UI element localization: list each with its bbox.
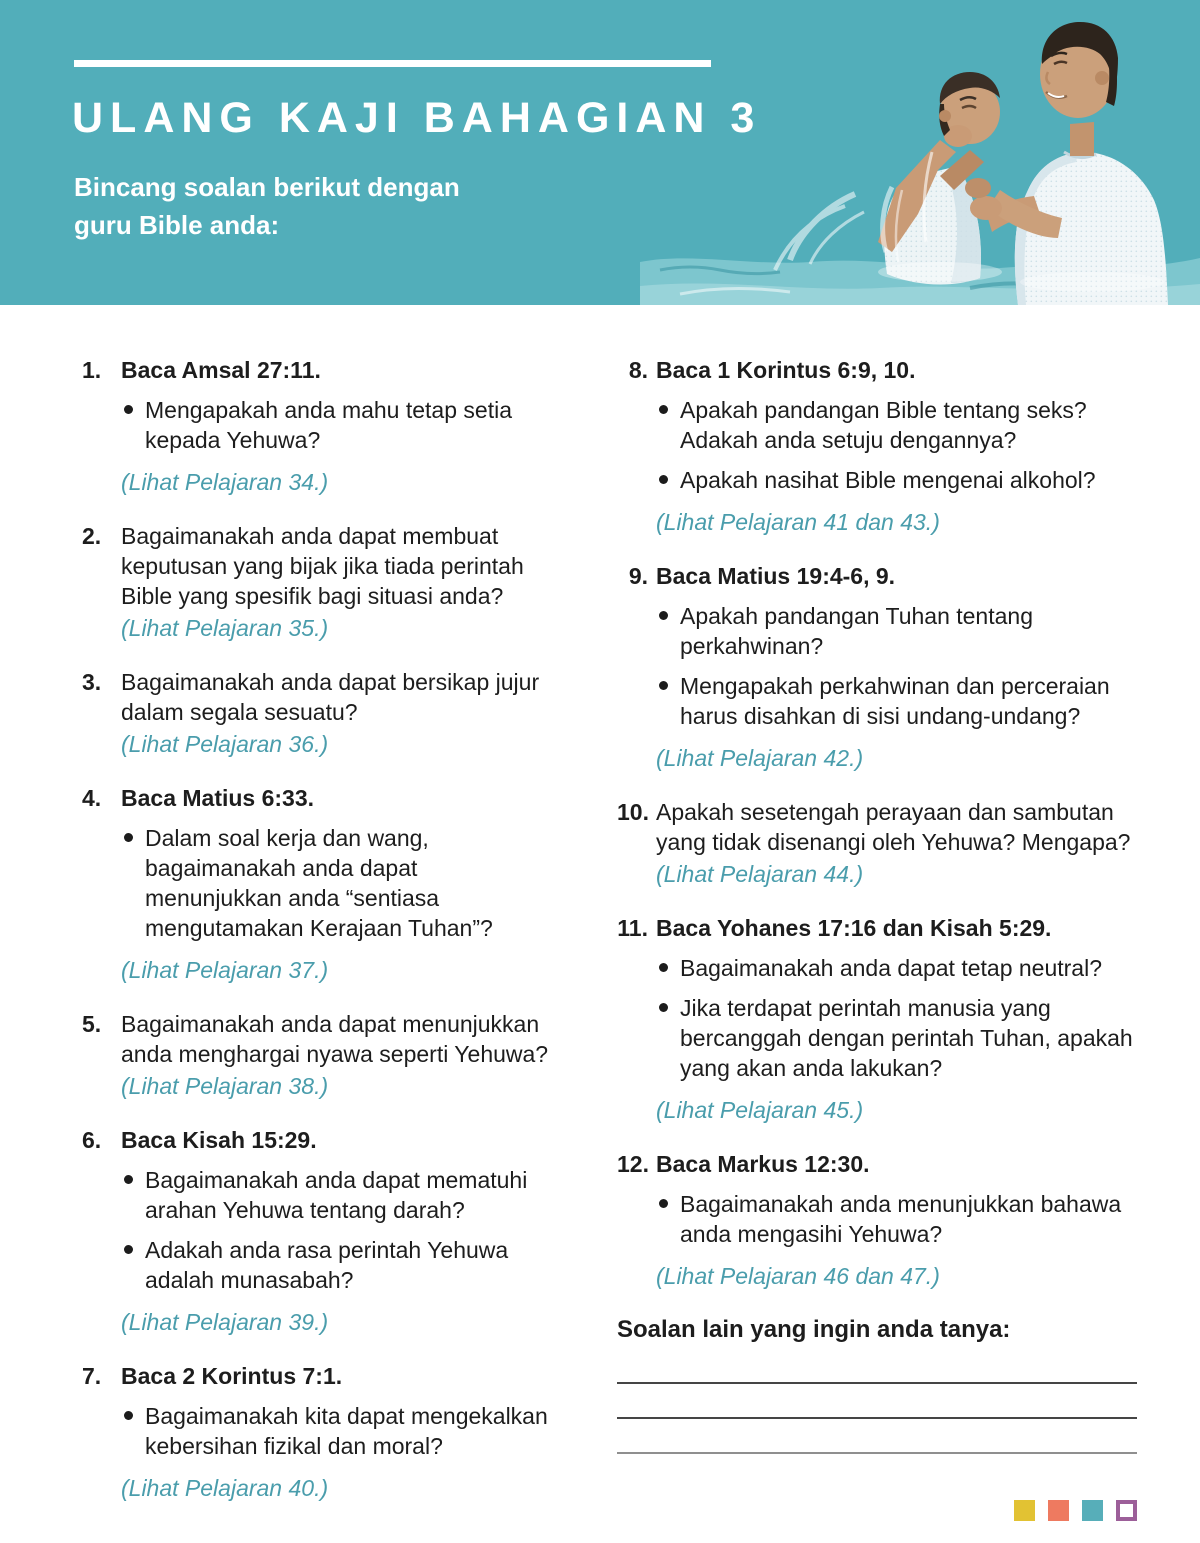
question-body bbox=[656, 913, 1137, 1125]
question-bullet-text: Apakah nasihat Bible mengenai alkohol? bbox=[680, 467, 1096, 493]
question-bullet-text: Dalam soal kerja dan wang, bagaimanakah anda dapat menunjukkan anda “sentiasa mengutamakan Kerajaan Tuhan”? bbox=[145, 825, 493, 941]
bullet-icon bbox=[124, 1411, 133, 1420]
question-item bbox=[617, 355, 1137, 537]
banner-rule bbox=[74, 60, 711, 67]
question-bullet-text: Apakah pandangan Bible tentang seks? Adakah anda setuju dengannya? bbox=[680, 397, 1087, 453]
section-marker-yellow bbox=[1014, 1500, 1035, 1521]
section-marker-teal bbox=[1082, 1500, 1103, 1521]
answer-line bbox=[617, 1419, 1137, 1454]
questions-column-right-items bbox=[617, 355, 1137, 1291]
baptizee-figure bbox=[878, 72, 1000, 285]
question-item bbox=[82, 667, 560, 759]
question-number: 8. bbox=[628, 357, 648, 383]
question-number: 7. bbox=[82, 1363, 102, 1389]
lesson-reference-link[interactable]: (Lihat Pelajaran 39.) bbox=[121, 1309, 329, 1335]
question-number: 2. bbox=[82, 523, 102, 549]
question-body bbox=[656, 355, 1137, 537]
question-item bbox=[82, 783, 560, 985]
question-heading: Baca 2 Korintus 7:1. bbox=[121, 1363, 343, 1389]
lesson-reference-link[interactable]: (Lihat Pelajaran 44.) bbox=[656, 861, 864, 887]
question-text: Bagaimanakah anda dapat menunjukkan anda menghargai nyawa seperti Yehuwa? bbox=[121, 1011, 549, 1067]
question-number: 1. bbox=[82, 357, 102, 383]
page-title: ULANG KAJI BAHAGIAN 3 bbox=[72, 94, 762, 142]
question-body bbox=[121, 355, 560, 497]
bullet-icon bbox=[124, 405, 133, 414]
lesson-reference-link[interactable]: (Lihat Pelajaran 46 dan 47.) bbox=[656, 1263, 940, 1289]
question-body bbox=[121, 1009, 560, 1101]
question-bullet bbox=[656, 395, 1137, 455]
question-body bbox=[121, 1125, 560, 1337]
question-bullet-text: Adakah anda rasa perintah Yehuwa adalah munasabah? bbox=[145, 1237, 509, 1293]
bullet-icon bbox=[659, 475, 668, 484]
bullet-icon bbox=[124, 1245, 133, 1254]
question-item bbox=[82, 355, 560, 497]
section-marker-coral bbox=[1048, 1500, 1069, 1521]
question-bullet-text: Bagaimanakah anda menunjukkan bahawa anda mengasihi Yehuwa? bbox=[680, 1191, 1122, 1247]
question-number: 4. bbox=[82, 785, 102, 811]
question-bullet-text: Mengapakah perkahwinan dan perceraian harus disahkan di sisi undang-undang? bbox=[680, 673, 1110, 729]
bullet-icon bbox=[659, 405, 668, 414]
banner bbox=[0, 0, 1200, 305]
question-bullet bbox=[656, 601, 1137, 661]
question-bullet-text: Bagaimanakah kita dapat mengekalkan kebersihan fizikal dan moral? bbox=[145, 1403, 548, 1459]
question-body bbox=[121, 521, 560, 643]
extra-questions-block bbox=[617, 1315, 1137, 1454]
bullet-icon bbox=[659, 963, 668, 972]
question-number: 5. bbox=[82, 1011, 102, 1037]
extra-questions-label: Soalan lain yang ingin anda tanya: bbox=[617, 1316, 1011, 1343]
question-heading: Baca Kisah 15:29. bbox=[121, 1127, 317, 1153]
question-bullet bbox=[656, 953, 1137, 983]
question-bullet-text: Jika terdapat perintah manusia yang bercanggah dengan perintah Tuhan, apakah yang akan anda lakukan? bbox=[680, 995, 1133, 1081]
lesson-reference-link[interactable]: (Lihat Pelajaran 34.) bbox=[121, 469, 329, 495]
question-number: 3. bbox=[82, 669, 102, 695]
question-bullet bbox=[121, 1165, 560, 1225]
question-bullet-text: Mengapakah anda mahu tetap setia kepada Yehuwa? bbox=[145, 397, 512, 453]
questions-column-left bbox=[82, 355, 560, 1527]
question-bullet-text: Bagaimanakah anda dapat mematuhi arahan Yehuwa tentang darah? bbox=[145, 1167, 528, 1223]
question-item bbox=[82, 1125, 560, 1337]
lesson-reference-link[interactable]: (Lihat Pelajaran 41 dan 43.) bbox=[656, 509, 940, 535]
question-body bbox=[656, 561, 1137, 773]
question-heading: Baca Amsal 27:11. bbox=[121, 357, 321, 383]
question-bullet bbox=[121, 1235, 560, 1295]
question-bullet bbox=[656, 993, 1137, 1083]
questions-section bbox=[0, 305, 1200, 1527]
lesson-reference-link[interactable]: (Lihat Pelajaran 37.) bbox=[121, 957, 329, 983]
question-item bbox=[617, 797, 1137, 889]
banner-subtitle bbox=[74, 168, 460, 244]
question-text: Bagaimanakah anda dapat membuat keputusan yang bijak jika tiada perintah Bible yang spesifik bagi situasi anda? bbox=[121, 523, 524, 609]
lesson-reference-link[interactable]: (Lihat Pelajaran 38.) bbox=[121, 1073, 329, 1099]
question-number: 11. bbox=[617, 915, 648, 941]
answer-line bbox=[617, 1384, 1137, 1419]
question-body bbox=[121, 1361, 560, 1503]
baptizer-figure bbox=[965, 22, 1168, 305]
question-text: Bagaimanakah anda dapat bersikap jujur dalam segala sesuatu? bbox=[121, 669, 540, 725]
question-heading: Baca Yohanes 17:16 dan Kisah 5:29. bbox=[656, 915, 1052, 941]
question-body bbox=[121, 667, 560, 759]
bullet-icon bbox=[124, 833, 133, 842]
question-body bbox=[656, 1149, 1137, 1291]
question-bullet bbox=[121, 395, 560, 455]
question-heading: Baca Matius 6:33. bbox=[121, 785, 315, 811]
question-bullet-text: Apakah pandangan Tuhan tentang perkahwinan? bbox=[680, 603, 1033, 659]
question-heading: Baca 1 Korintus 6:9, 10. bbox=[656, 357, 916, 383]
question-number: 6. bbox=[82, 1127, 102, 1153]
baptism-illustration bbox=[640, 0, 1200, 305]
question-heading: Baca Markus 12:30. bbox=[656, 1151, 870, 1177]
lesson-reference-link[interactable]: (Lihat Pelajaran 40.) bbox=[121, 1475, 329, 1501]
question-body bbox=[121, 783, 560, 985]
question-item bbox=[617, 1149, 1137, 1291]
lesson-reference-link[interactable]: (Lihat Pelajaran 42.) bbox=[656, 745, 864, 771]
question-item bbox=[617, 913, 1137, 1125]
question-bullet bbox=[656, 1189, 1137, 1249]
question-bullet bbox=[121, 823, 560, 943]
question-item bbox=[82, 521, 560, 643]
question-item bbox=[617, 561, 1137, 773]
lesson-reference-link[interactable]: (Lihat Pelajaran 35.) bbox=[121, 615, 329, 641]
question-bullet bbox=[656, 671, 1137, 731]
bullet-icon bbox=[659, 1003, 668, 1012]
lesson-reference-link[interactable]: (Lihat Pelajaran 36.) bbox=[121, 731, 329, 757]
question-bullet-text: Bagaimanakah anda dapat tetap neutral? bbox=[680, 955, 1102, 981]
question-item bbox=[82, 1009, 560, 1101]
banner-subtitle-line1: Bincang soalan berikut dengan bbox=[74, 172, 460, 202]
question-number: 10. bbox=[617, 799, 649, 825]
lesson-reference-link[interactable]: (Lihat Pelajaran 45.) bbox=[656, 1097, 864, 1123]
question-body bbox=[656, 797, 1137, 889]
bullet-icon bbox=[659, 611, 668, 620]
question-bullet bbox=[656, 465, 1137, 495]
bullet-icon bbox=[124, 1175, 133, 1184]
section-marker-outline bbox=[1116, 1500, 1137, 1521]
bullet-icon bbox=[659, 1199, 668, 1208]
question-heading: Baca Matius 19:4-6, 9. bbox=[656, 563, 896, 589]
bullet-icon bbox=[659, 681, 668, 690]
question-bullet bbox=[121, 1401, 560, 1461]
question-number: 9. bbox=[628, 563, 648, 589]
question-text: Apakah sesetengah perayaan dan sambutan yang tidak disenangi oleh Yehuwa? Mengapa? bbox=[656, 799, 1131, 855]
section-progress-markers bbox=[617, 1500, 1137, 1521]
questions-column-right bbox=[617, 355, 1137, 1527]
question-number: 12. bbox=[617, 1151, 649, 1177]
question-item bbox=[82, 1361, 560, 1503]
banner-subtitle-line2: guru Bible anda: bbox=[74, 210, 280, 240]
answer-line bbox=[617, 1349, 1137, 1384]
answer-lines bbox=[617, 1349, 1137, 1454]
